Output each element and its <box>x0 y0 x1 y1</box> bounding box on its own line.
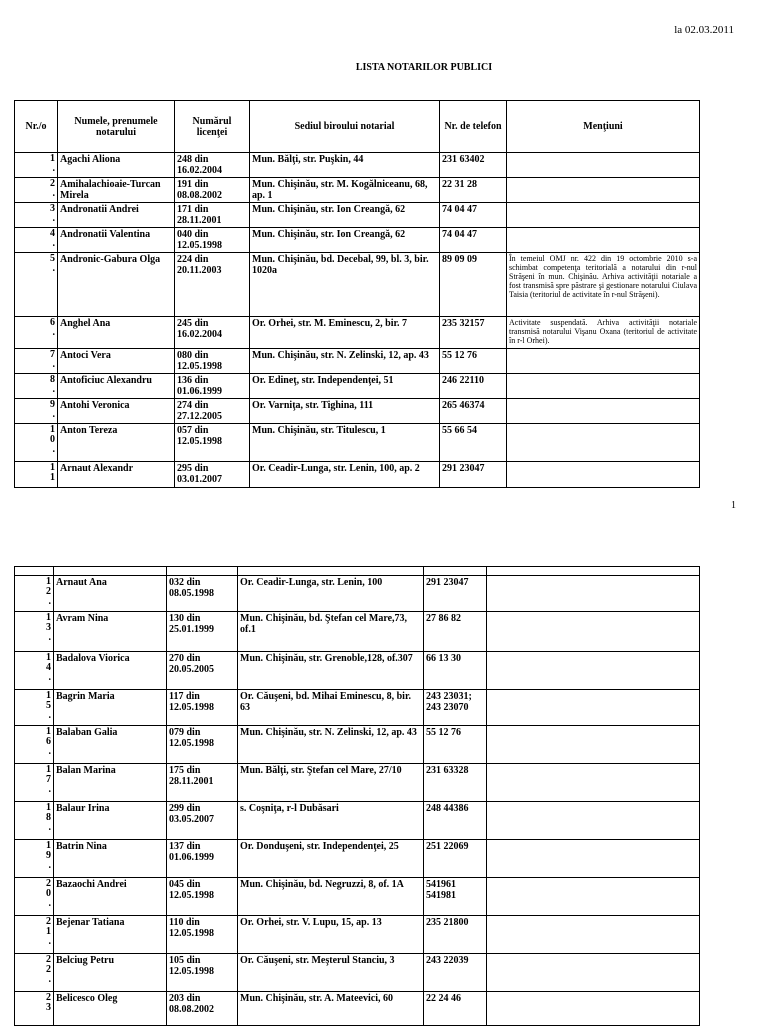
row-number: 7 . <box>15 349 58 374</box>
spacer-cell <box>167 567 238 576</box>
office-address: Mun. Chişinău, str. Grenoble,128, of.307 <box>238 652 424 690</box>
row-number: 1 0 . <box>15 424 58 462</box>
license-number: 248 din 16.02.2004 <box>175 153 250 178</box>
phone-number: 74 04 47 <box>440 228 507 253</box>
phone-number: 235 21800 <box>424 916 487 954</box>
office-address: Mun. Bălţi, str. Ştefan cel Mare, 27/10 <box>238 764 424 802</box>
notes-cell <box>487 690 700 726</box>
header-license: Numărul licenţei <box>175 101 250 153</box>
notary-name: Belciug Petru <box>54 954 167 992</box>
office-address: Mun. Bălţi, str. Puşkin, 44 <box>250 153 440 178</box>
row-number: 1 9 . <box>15 840 54 878</box>
office-address: Mun. Chişinău, str. Ion Creangă, 62 <box>250 203 440 228</box>
table-row <box>15 317 700 349</box>
notes-cell <box>507 153 700 178</box>
notes-cell <box>487 878 700 916</box>
notes-cell <box>487 954 700 992</box>
office-address: Mun. Chişinău, bd. Decebal, 99, bl. 3, bir. 1020a <box>250 253 440 317</box>
notary-name: Andronatii Andrei <box>58 203 175 228</box>
phone-number: 291 23047 <box>440 462 507 488</box>
table-row <box>15 954 700 992</box>
table-row <box>15 690 700 726</box>
office-address: Mun. Chişinău, str. N. Zelinski, 12, ap. 43 <box>250 349 440 374</box>
notes-cell <box>487 916 700 954</box>
phone-number: 265 46374 <box>440 399 507 424</box>
row-number: 8 . <box>15 374 58 399</box>
notary-name: Antoficiuc Alexandru <box>58 374 175 399</box>
row-number: 2 3 <box>15 992 54 1026</box>
table-row <box>15 424 700 462</box>
phone-number: 89 09 09 <box>440 253 507 317</box>
table-row <box>15 374 700 399</box>
row-number: 2 1 . <box>15 916 54 954</box>
office-address: Mun. Chişinău, str. N. Zelinski, 12, ap. 43 <box>238 726 424 764</box>
phone-number: 55 66 54 <box>440 424 507 462</box>
phone-number: 243 23031; 243 23070 <box>424 690 487 726</box>
phone-number: 55 12 76 <box>424 726 487 764</box>
office-address: Or. Orhei, str. V. Lupu, 15, ap. 13 <box>238 916 424 954</box>
license-number: 224 din 20.11.2003 <box>175 253 250 317</box>
office-address: Or. Ceadir-Lunga, str. Lenin, 100 <box>238 576 424 612</box>
license-number: 045 din 12.05.1998 <box>167 878 238 916</box>
notary-name: Avram Nina <box>54 612 167 652</box>
table-row <box>15 349 700 374</box>
license-number: 245 din 16.02.2004 <box>175 317 250 349</box>
spacer-cell <box>238 567 424 576</box>
license-number: 137 din 01.06.1999 <box>167 840 238 878</box>
license-number: 270 din 20.05.2005 <box>167 652 238 690</box>
notary-name: Andronatii Valentina <box>58 228 175 253</box>
notary-name: Batrin Nina <box>54 840 167 878</box>
license-number: 110 din 12.05.1998 <box>167 916 238 954</box>
header-nr: Nr./o <box>15 101 58 153</box>
notary-name: Balaban Galia <box>54 726 167 764</box>
license-number: 203 din 08.08.2002 <box>167 992 238 1026</box>
row-number: 1 5 . <box>15 690 54 726</box>
notes-cell <box>487 840 700 878</box>
notes-cell <box>487 652 700 690</box>
office-address: Mun. Chişinău, str. M. Kogălniceanu, 68, ap. 1 <box>250 178 440 203</box>
notary-name: Arnaut Ana <box>54 576 167 612</box>
table-row <box>15 253 700 317</box>
table-row <box>15 652 700 690</box>
notary-name: Agachi Aliona <box>58 153 175 178</box>
license-number: 080 din 12.05.1998 <box>175 349 250 374</box>
notary-name: Bazaochi Andrei <box>54 878 167 916</box>
notes-cell <box>507 228 700 253</box>
row-number: 1 2 . <box>15 576 54 612</box>
phone-number: 231 63328 <box>424 764 487 802</box>
notes-cell <box>487 764 700 802</box>
phone-number: 55 12 76 <box>440 349 507 374</box>
notaries-table-page-1 <box>14 100 700 488</box>
table-row <box>15 802 700 840</box>
notes-cell <box>507 374 700 399</box>
office-address: Mun. Chişinău, bd. Negruzzi, 8, of. 1A <box>238 878 424 916</box>
phone-number: 74 04 47 <box>440 203 507 228</box>
notes-cell: Activitate suspendată. Arhiva activităţii notariale transmisă notarului Vişanu Oxana (teritoriul de activitate în r-l Orhei). <box>507 317 700 349</box>
spacer-cell <box>487 567 700 576</box>
notary-name: Bejenar Tatiana <box>54 916 167 954</box>
row-number: 1 . <box>15 153 58 178</box>
license-number: 105 din 12.05.1998 <box>167 954 238 992</box>
license-number: 295 din 03.01.2007 <box>175 462 250 488</box>
phone-number: 66 13 30 <box>424 652 487 690</box>
notes-cell <box>487 992 700 1026</box>
notes-cell <box>507 178 700 203</box>
phone-number: 22 31 28 <box>440 178 507 203</box>
notaries-table-page-2 <box>14 566 700 1026</box>
license-number: 079 din 12.05.1998 <box>167 726 238 764</box>
license-number: 040 din 12.05.1998 <box>175 228 250 253</box>
table-row <box>15 153 700 178</box>
spacer-cell <box>15 567 54 576</box>
header-notes: Menţiuni <box>507 101 700 153</box>
row-number: 1 4 . <box>15 652 54 690</box>
license-number: 171 din 28.11.2001 <box>175 203 250 228</box>
office-address: Mun. Chişinău, bd. Ştefan cel Mare,73, of.1 <box>238 612 424 652</box>
notes-cell <box>507 424 700 462</box>
table-row <box>15 916 700 954</box>
row-number: 1 3 . <box>15 612 54 652</box>
notes-cell <box>487 726 700 764</box>
license-number: 130 din 25.01.1999 <box>167 612 238 652</box>
row-number: 4 . <box>15 228 58 253</box>
notes-cell <box>487 802 700 840</box>
office-address: Or. Căuşeni, str. Meşterul Stanciu, 3 <box>238 954 424 992</box>
row-number: 1 1 <box>15 462 58 488</box>
row-number: 5 . <box>15 253 58 317</box>
phone-number: 541961 541981 <box>424 878 487 916</box>
license-number: 057 din 12.05.1998 <box>175 424 250 462</box>
phone-number: 291 23047 <box>424 576 487 612</box>
notes-cell: În temeiul OMJ nr. 422 din 19 octombrie 2010 s-a schimbat competenţa teritorială a notarului din r-nul Străşeni în mun. Chişinău. Arhiva activităţii notariale a fost transmisă spre păstrare şi gestionare notarului Ciulava Taisia (teritoriul de activitate în r-nul Străşeni). <box>507 253 700 317</box>
office-address: Or. Ceadir-Lunga, str. Lenin, 100, ap. 2 <box>250 462 440 488</box>
office-address: Or. Edineţ, str. Independenţei, 51 <box>250 374 440 399</box>
notes-cell <box>507 399 700 424</box>
notary-name: Anton Tereza <box>58 424 175 462</box>
notary-name: Balan Marina <box>54 764 167 802</box>
row-number: 6 . <box>15 317 58 349</box>
phone-number: 248 44386 <box>424 802 487 840</box>
table-header-spacer <box>15 567 700 576</box>
header-office: Sediul biroului notarial <box>250 101 440 153</box>
phone-number: 246 22110 <box>440 374 507 399</box>
office-address: Mun. Chişinău, str. Ion Creangă, 62 <box>250 228 440 253</box>
notary-name: Badalova Viorica <box>54 652 167 690</box>
license-number: 274 din 27.12.2005 <box>175 399 250 424</box>
row-number: 2 2 . <box>15 954 54 992</box>
table-row <box>15 203 700 228</box>
license-number: 117 din 12.05.1998 <box>167 690 238 726</box>
notary-name: Antohi Veronica <box>58 399 175 424</box>
row-number: 1 8 . <box>15 802 54 840</box>
notary-name: Balaur Irina <box>54 802 167 840</box>
row-number: 2 . <box>15 178 58 203</box>
office-address: Or. Donduşeni, str. Independenţei, 25 <box>238 840 424 878</box>
office-address: Mun. Chişinău, str. Titulescu, 1 <box>250 424 440 462</box>
license-number: 032 din 08.05.1998 <box>167 576 238 612</box>
row-number: 1 7 . <box>15 764 54 802</box>
table-row <box>15 840 700 878</box>
office-address: s. Coşniţa, r-l Dubăsari <box>238 802 424 840</box>
table-row <box>15 178 700 203</box>
table-row <box>15 462 700 488</box>
license-number: 299 din 03.05.2007 <box>167 802 238 840</box>
phone-number: 27 86 82 <box>424 612 487 652</box>
license-number: 136 din 01.06.1999 <box>175 374 250 399</box>
row-number: 1 6 . <box>15 726 54 764</box>
document-title: LISTA NOTARILOR PUBLICI <box>355 62 493 73</box>
office-address: Or. Varniţa, str. Tighina, 111 <box>250 399 440 424</box>
license-number: 191 din 08.08.2002 <box>175 178 250 203</box>
notary-name: Antoci Vera <box>58 349 175 374</box>
table-row <box>15 576 700 612</box>
notes-cell <box>487 576 700 612</box>
phone-number: 243 22039 <box>424 954 487 992</box>
notary-name: Belicesco Oleg <box>54 992 167 1026</box>
spacer-cell <box>424 567 487 576</box>
table-header-row <box>15 101 700 153</box>
phone-number: 22 24 46 <box>424 992 487 1026</box>
table-row <box>15 764 700 802</box>
notes-cell <box>507 203 700 228</box>
table-row <box>15 399 700 424</box>
row-number: 9 . <box>15 399 58 424</box>
report-date: la 02.03.2011 <box>674 24 734 36</box>
notary-name: Amihalachioaie-Turcan Mirela <box>58 178 175 203</box>
notes-cell <box>487 612 700 652</box>
license-number: 175 din 28.11.2001 <box>167 764 238 802</box>
page-number: 1 <box>731 500 736 511</box>
row-number: 2 0 . <box>15 878 54 916</box>
notary-name: Anghel Ana <box>58 317 175 349</box>
table-row <box>15 878 700 916</box>
notes-cell <box>507 349 700 374</box>
phone-number: 235 32157 <box>440 317 507 349</box>
table-row <box>15 612 700 652</box>
phone-number: 231 63402 <box>440 153 507 178</box>
table-row <box>15 228 700 253</box>
spacer-cell <box>54 567 167 576</box>
notary-name: Bagrin Maria <box>54 690 167 726</box>
header-phone: Nr. de telefon <box>440 101 507 153</box>
header-name: Numele, prenumele notarului <box>58 101 175 153</box>
notary-name: Andronic-Gabura Olga <box>58 253 175 317</box>
table-row <box>15 992 700 1026</box>
row-number: 3 . <box>15 203 58 228</box>
office-address: Or. Orhei, str. M. Eminescu, 2, bir. 7 <box>250 317 440 349</box>
phone-number: 251 22069 <box>424 840 487 878</box>
office-address: Or. Căuşeni, bd. Mihai Eminescu, 8, bir. 63 <box>238 690 424 726</box>
table-row <box>15 726 700 764</box>
notes-cell <box>507 462 700 488</box>
notary-name: Arnaut Alexandr <box>58 462 175 488</box>
office-address: Mun. Chişinău, str. A. Mateevici, 60 <box>238 992 424 1026</box>
